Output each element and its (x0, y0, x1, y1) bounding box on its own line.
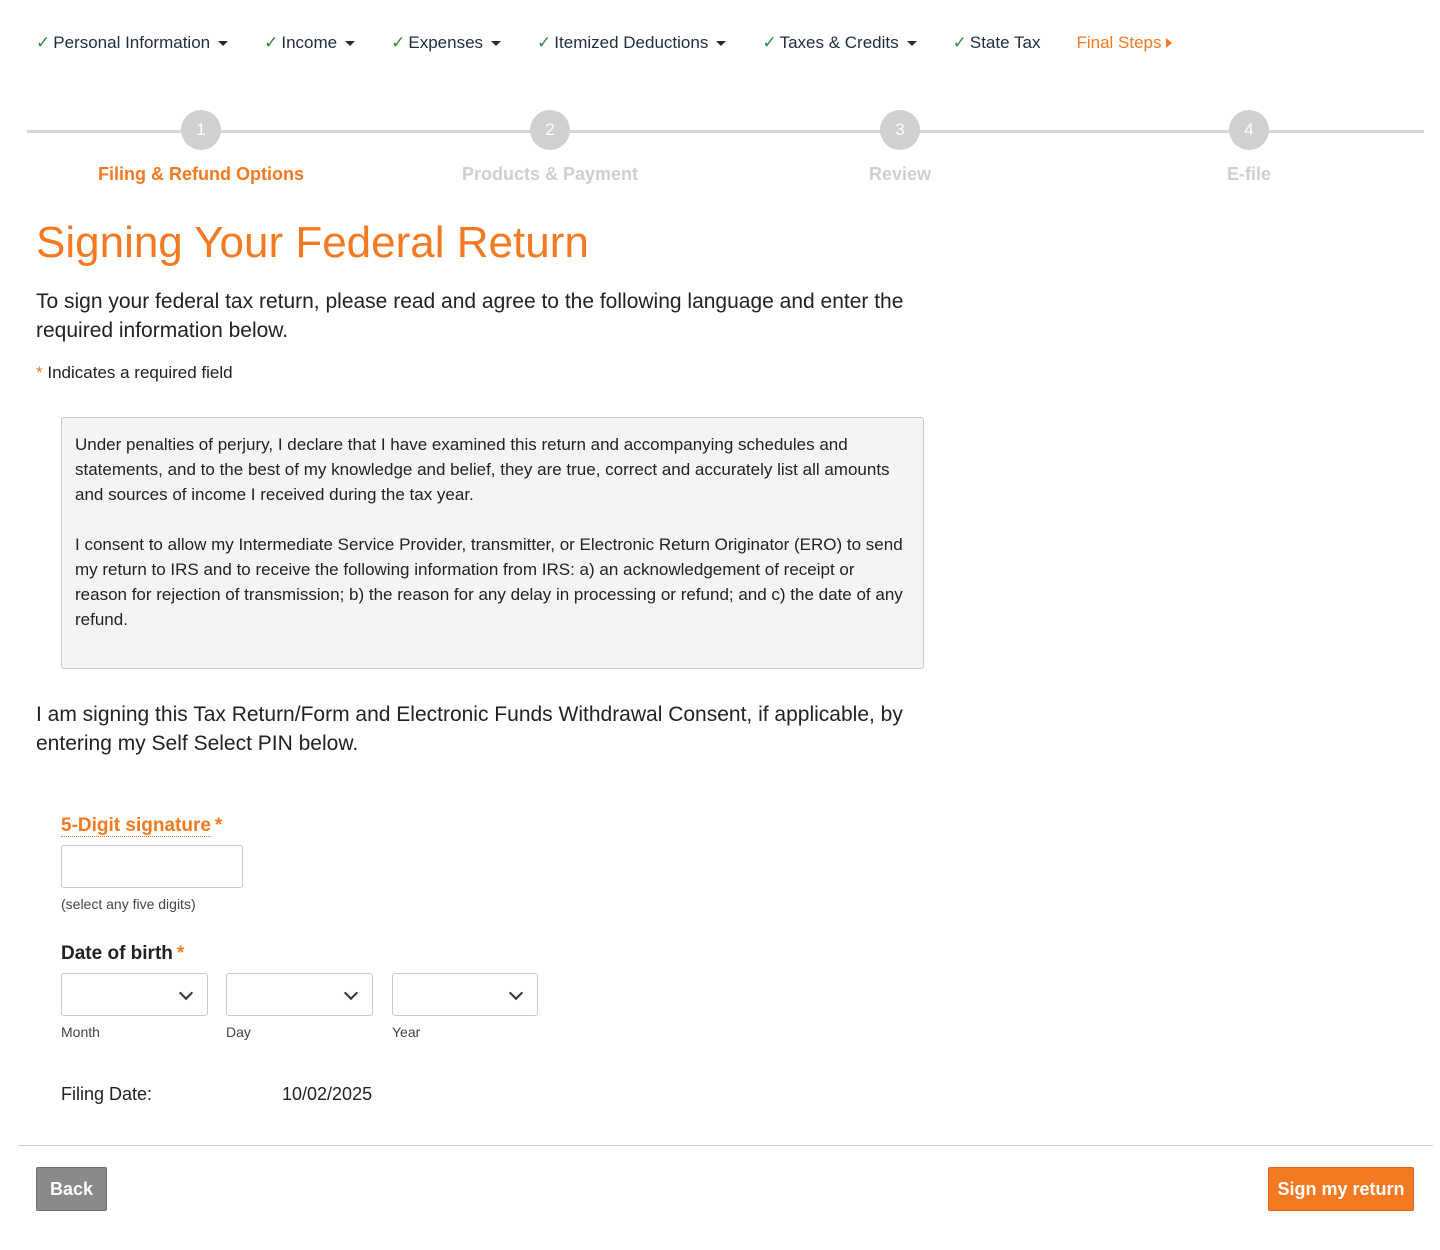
signature-label (61, 815, 222, 837)
progress-stepper (27, 110, 1424, 200)
back-button[interactable]: Back (36, 1167, 107, 1211)
nav-item-state-tax[interactable] (953, 33, 1041, 53)
required-star: * (36, 363, 43, 382)
nav-item-personal-information[interactable] (36, 33, 228, 53)
check-icon: ✓ (537, 33, 552, 52)
step-number: 4 (1229, 110, 1269, 150)
intro-text: To sign your federal tax return, please read and agree to the following language and enter the required information below. (36, 290, 904, 342)
caret-right-icon (1166, 38, 1172, 48)
chevron-down-icon (179, 986, 193, 1000)
declaration-box (61, 417, 924, 669)
sign-my-return-button[interactable]: Sign my return (1268, 1167, 1414, 1211)
caret-down-icon (907, 41, 917, 46)
signing-statement: I am signing this Tax Return/Form and Electronic Funds Withdrawal Consent, if applicable, by entering my Self Select PIN below. (36, 703, 903, 755)
step-label: Filing & Refund Options (98, 164, 304, 184)
nav-item-label: Personal Information (53, 33, 211, 52)
footer-divider (18, 1145, 1433, 1146)
step-number: 3 (880, 110, 920, 150)
nav-item-label: Expenses (408, 33, 484, 52)
caret-down-icon (345, 41, 355, 46)
nav-item-final-steps[interactable] (1076, 33, 1171, 53)
dob-day-select[interactable] (226, 973, 373, 1016)
declaration-perjury: Under penalties of perjury, I declare that I have examined this return and accompanying schedules and statements, and to the best of my knowledge and belief, they are true, correct and accurately list all amounts and sources of income I received during the tax year. (75, 435, 890, 504)
nav-item-label: Income (281, 33, 338, 52)
step-products-payment (430, 110, 670, 185)
caret-down-icon (218, 41, 228, 46)
required-star: * (176, 943, 185, 964)
page-title: Signing Your Federal Return (36, 218, 589, 267)
nav-item-taxes-credits[interactable] (762, 33, 916, 53)
year-caption: Year (392, 1024, 421, 1040)
declaration-consent: I consent to allow my Intermediate Service Provider, transmitter, or Electronic Return Originator (ERO) to send my return to IRS and to receive the following information from IRS: a) an acknowledgement of receipt or reason for rejection of transmission; b) the reason for any delay in processing or refund; and c) the date of any refund. (75, 535, 903, 629)
check-icon: ✓ (762, 33, 777, 52)
step-number: 1 (181, 110, 221, 150)
signature-label-text: 5-Digit signature (61, 815, 211, 836)
dob-month-select[interactable] (61, 973, 208, 1016)
nav-item-label: Taxes & Credits (779, 33, 899, 52)
check-icon: ✓ (391, 33, 406, 52)
dob-label-text: Date of birth (61, 943, 173, 964)
dob-year-select[interactable] (392, 973, 538, 1016)
month-caption: Month (61, 1024, 100, 1040)
check-icon: ✓ (264, 33, 279, 52)
top-navigation (36, 28, 1208, 58)
nav-item-income[interactable] (264, 33, 355, 53)
step-label: Products & Payment (461, 164, 639, 184)
check-icon: ✓ (36, 33, 51, 52)
nav-item-itemized-deductions[interactable] (537, 33, 726, 53)
nav-item-label: Itemized Deductions (554, 33, 709, 52)
required-note-text: Indicates a required field (47, 363, 233, 382)
chevron-down-icon (344, 986, 358, 1000)
nav-item-expenses[interactable] (391, 33, 501, 53)
nav-item-label: Final Steps (1076, 33, 1162, 52)
required-field-note (36, 363, 233, 383)
check-icon: ✓ (952, 33, 967, 52)
step-label: Review (868, 164, 932, 184)
required-star: * (214, 815, 223, 836)
step-e-file (1129, 110, 1369, 185)
chevron-down-icon (509, 986, 523, 1000)
caret-down-icon (491, 41, 501, 46)
dob-label (61, 943, 184, 965)
filing-date-label: Filing Date: (61, 1084, 153, 1104)
step-label: E-file (1226, 164, 1271, 184)
filing-date-value: 10/02/2025 (282, 1084, 373, 1104)
day-caption: Day (226, 1024, 251, 1040)
step-filing-refund-options (81, 110, 321, 185)
step-number: 2 (530, 110, 570, 150)
signature-pin-input[interactable] (61, 845, 243, 888)
caret-down-icon (716, 41, 726, 46)
nav-item-label: State Tax (969, 33, 1041, 52)
step-review (780, 110, 1020, 185)
signature-help-text: (select any five digits) (61, 896, 196, 912)
